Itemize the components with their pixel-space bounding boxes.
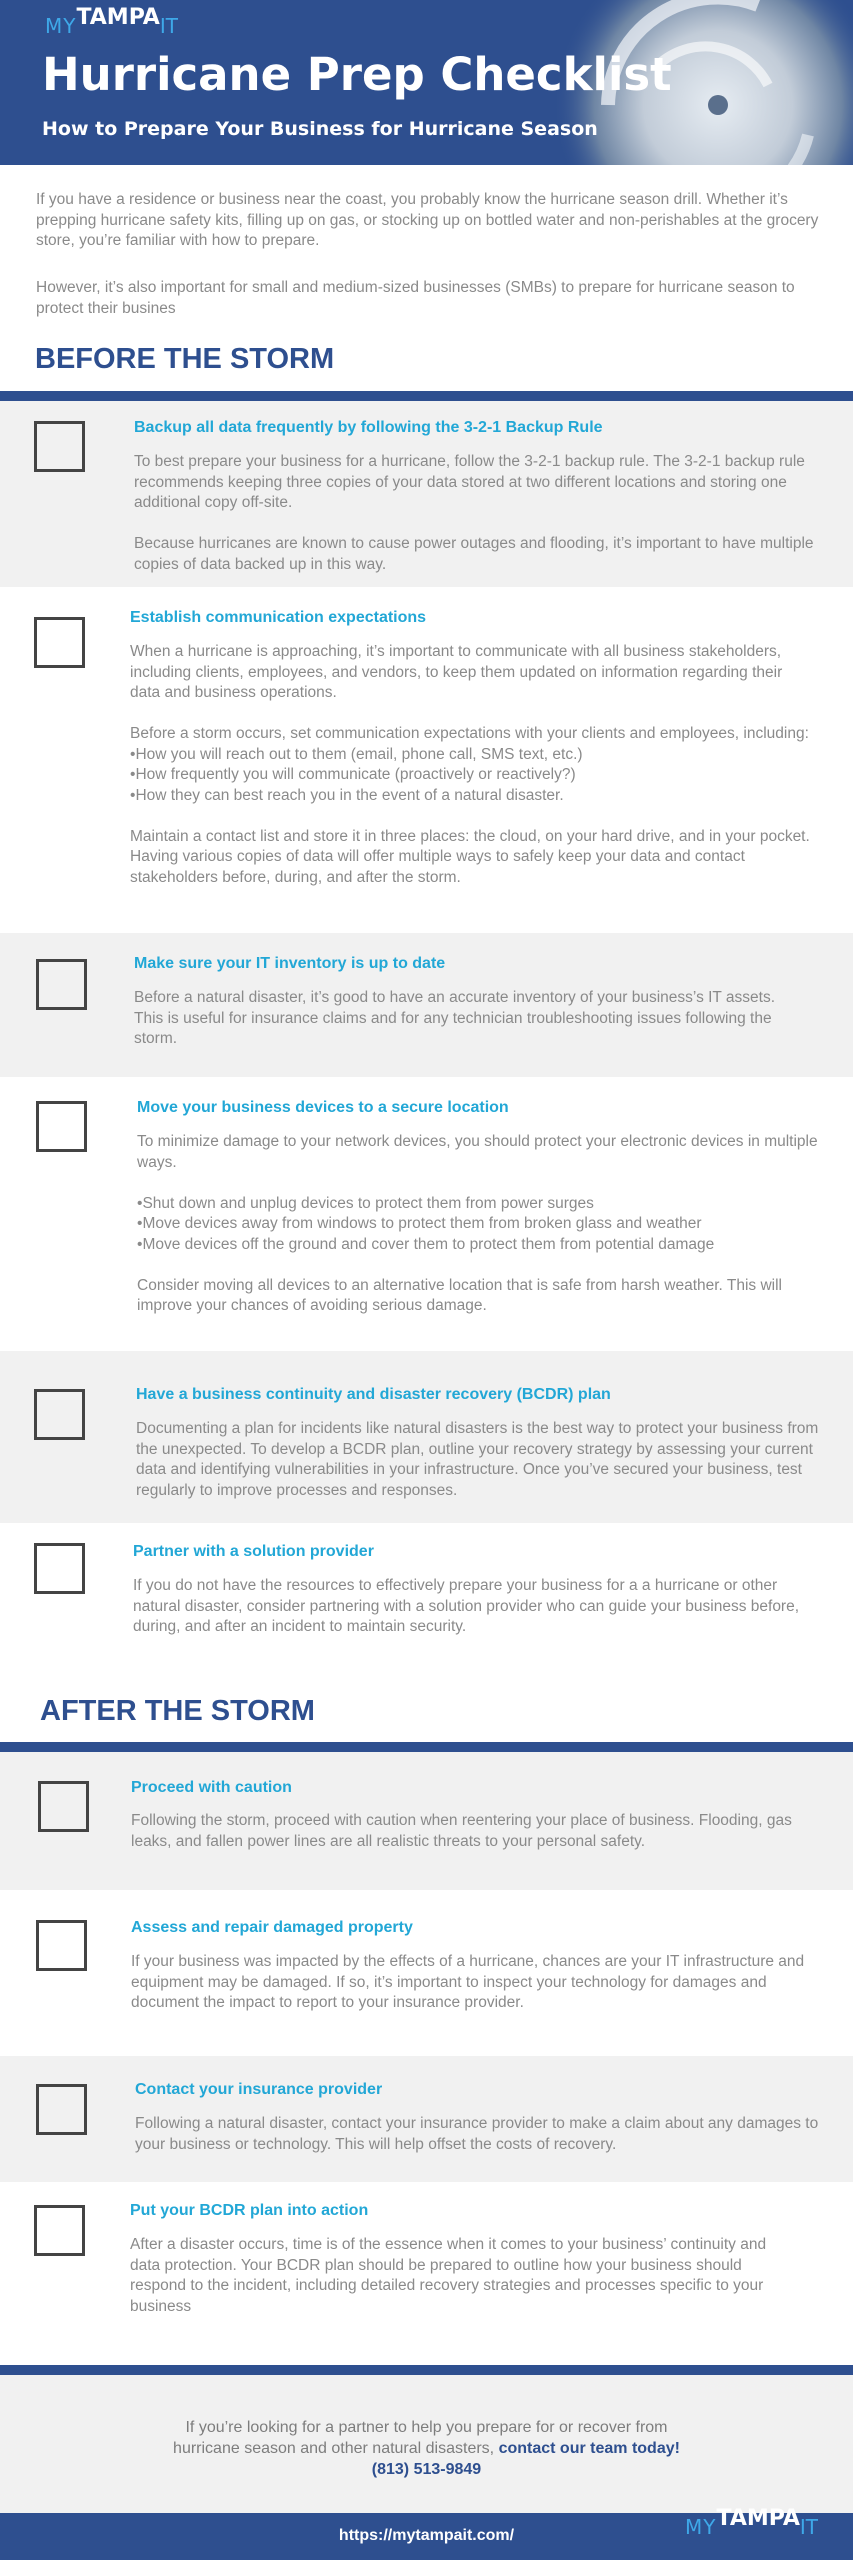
item-title: Establish communication expectations xyxy=(130,609,427,626)
intro-paragraph-2: However, it’s also important for small and medium-sized businesses (SMBs) to prepare for hurricane season to protect their busines xyxy=(36,279,795,317)
item-body xyxy=(133,1576,823,1638)
checkbox[interactable] xyxy=(34,617,85,668)
checkbox[interactable] xyxy=(34,1389,85,1440)
bullet-item: • Move devices off the ground and cover them to protect them from potential damage xyxy=(137,1235,827,1256)
item-body xyxy=(134,988,784,1050)
bullet-item: • Move devices away from windows to protect them from broken glass and weather xyxy=(137,1214,827,1235)
item-body xyxy=(130,642,810,888)
item-text: To minimize damage to your network devices, you should protect your electronic devices in multiple ways. xyxy=(137,1133,818,1171)
item-title: Contact your insurance provider xyxy=(135,2081,383,2098)
page-subtitle: How to Prepare Your Business for Hurricane Season xyxy=(42,118,598,140)
cta-line xyxy=(0,2438,853,2459)
before-storm-heading: BEFORE THE STORM xyxy=(35,343,335,375)
checklist-item xyxy=(0,1890,853,2056)
checklist-item xyxy=(0,2182,853,2365)
bullet-list xyxy=(130,745,810,807)
item-text: Maintain a contact list and store it in three places: the cloud, on your hard drive, and in your pocket. Having various copies of data will offer multiple ways to safely keep your data and contact stakeholders before, during, and after the storm. xyxy=(130,827,810,886)
item-text: To best prepare your business for a hurricane, follow the 3-2-1 backup rule. The 3-2-1 backup rule recommends keeping three copies of your data stored at two different locations and storing one additional copy off-site. xyxy=(134,453,805,511)
header-logo xyxy=(45,5,178,39)
item-title: Move your business devices to a secure location xyxy=(137,1099,509,1116)
contact-link[interactable]: contact our team today! xyxy=(498,2440,680,2457)
checklist-item xyxy=(0,1351,853,1523)
phone-number[interactable]: (813) 513-9849 xyxy=(371,2461,482,2478)
intro-paragraph-1: If you have a residence or business near the coast, you probably know the hurricane season drill. Whether it’s prepping hurricane safety kits, filling up on gas, or stocking up on bottled water and non-perishables at the grocery store, you’re familiar with how to prepare. xyxy=(36,191,819,249)
item-title: Partner with a solution provider xyxy=(133,1543,374,1560)
checkbox[interactable] xyxy=(36,1101,87,1152)
header-banner xyxy=(0,0,853,165)
item-body xyxy=(136,1419,836,1501)
checkbox[interactable] xyxy=(34,2205,85,2256)
logo-tampa: TAMPA xyxy=(716,2506,800,2531)
website-link[interactable]: https://mytampait.com/ xyxy=(338,2527,515,2544)
section-divider xyxy=(0,391,853,401)
footer-logo xyxy=(685,2506,818,2540)
item-text: Following a natural disaster, contact your insurance provider to make a claim about any damages to your business or technology. This will help offset the costs of recovery. xyxy=(135,2115,819,2153)
item-title: Proceed with caution xyxy=(131,1779,292,1796)
item-body xyxy=(130,2235,780,2317)
footer-bar xyxy=(0,2506,853,2560)
item-body xyxy=(131,1811,831,1852)
item-body xyxy=(131,1952,831,2014)
checkbox[interactable] xyxy=(36,2084,87,2135)
logo-it: IT xyxy=(799,2515,818,2539)
item-text: Because hurricanes are known to cause power outages and flooding, it’s important to have multiple copies of data backed up in this way. xyxy=(134,535,814,573)
cta-text: hurricane season and other natural disasters, xyxy=(173,2440,495,2457)
checklist-item xyxy=(0,401,853,587)
checkbox[interactable] xyxy=(38,1781,89,1832)
item-text: Before a storm occurs, set communication expectations with your clients and employees, including: xyxy=(130,725,809,742)
item-title: Put your BCDR plan into action xyxy=(130,2202,369,2219)
logo-my: MY xyxy=(685,2515,717,2539)
cta-line: If you’re looking for a partner to help you prepare for or recover from xyxy=(185,2419,668,2436)
item-body xyxy=(134,452,824,575)
logo-it: IT xyxy=(159,14,178,38)
item-text: After a disaster occurs, time is of the essence when it comes to your business’ continuity and data protection. Your BCDR plan should be prepared to outline how your business should respond to the incident, including detailed recovery strategies and processes specific to your business xyxy=(130,2236,767,2315)
bullet-item: • How they can best reach you in the event of a natural disaster. xyxy=(130,786,810,807)
logo-my: MY xyxy=(45,14,77,38)
checklist-item xyxy=(0,1752,853,1890)
item-text: Before a natural disaster, it’s good to have an accurate inventory of your business’s IT assets. This is useful for insurance claims and for any technician troubleshooting issues following the storm. xyxy=(134,989,776,1047)
item-title: Make sure your IT inventory is up to date xyxy=(134,955,446,972)
item-text: Documenting a plan for incidents like natural disasters is the best way to protect your business from the unexpected. To develop a BCDR plan, outline your recovery strategy by assessing your current data and identifying vulnerabilities in your infrastructure. Once you’ve secured your business, test regularly to improve processes and responses. xyxy=(136,1420,819,1499)
item-text: If your business was impacted by the effects of a hurricane, chances are your IT infrastructure and equipment may be damaged. If so, it’s important to inspect your technology for damages and document the impact to report to your insurance provider. xyxy=(131,1953,805,2011)
logo-tampa: TAMPA xyxy=(76,5,160,30)
checkbox[interactable] xyxy=(36,1920,87,1971)
item-body xyxy=(137,1132,827,1317)
item-text: If you do not have the resources to effectively prepare your business for a a hurricane or other natural disaster, consider partnering with a solution provider who can guide your business before, during, and after an incident to maintain security. xyxy=(133,1577,800,1635)
item-text: When a hurricane is approaching, it’s important to communicate with all business stakeholders, including clients, employees, and vendors, to keep them updated on information regarding their data and business operations. xyxy=(130,643,783,701)
bullet-item: • How frequently you will communicate (proactively or reactively?) xyxy=(130,765,810,786)
item-text: Following the storm, proceed with caution when reentering your place of business. Flooding, gas leaks, and fallen power lines are all realistic threats to your personal safety. xyxy=(131,1812,792,1850)
checklist-item xyxy=(0,933,853,1077)
section-divider xyxy=(0,2365,853,2375)
checklist-item xyxy=(0,1077,853,1351)
footer-cta xyxy=(0,2417,853,2480)
item-title: Assess and repair damaged property xyxy=(131,1919,413,1936)
bullet-list xyxy=(137,1194,827,1256)
item-body xyxy=(135,2114,825,2155)
bullet-item: • Shut down and unplug devices to protect them from power surges xyxy=(137,1194,827,1215)
checklist-item xyxy=(0,2056,853,2182)
page-title: Hurricane Prep Checklist xyxy=(42,48,672,101)
checklist-item xyxy=(0,1523,853,1675)
checkbox[interactable] xyxy=(34,1543,85,1594)
bullet-item: • How you will reach out to them (email, phone call, SMS text, etc.) xyxy=(130,745,810,766)
item-text: Consider moving all devices to an alternative location that is safe from harsh weather. This will improve your chances of avoiding serious damage. xyxy=(137,1276,782,1314)
checkbox[interactable] xyxy=(34,421,85,472)
item-title: Backup all data frequently by following the 3-2-1 Backup Rule xyxy=(134,419,603,436)
checklist-item xyxy=(0,587,853,933)
section-divider xyxy=(0,1742,853,1752)
item-title: Have a business continuity and disaster recovery (BCDR) plan xyxy=(136,1386,611,1403)
after-storm-heading: AFTER THE STORM xyxy=(40,1695,315,1727)
checkbox[interactable] xyxy=(36,959,87,1010)
